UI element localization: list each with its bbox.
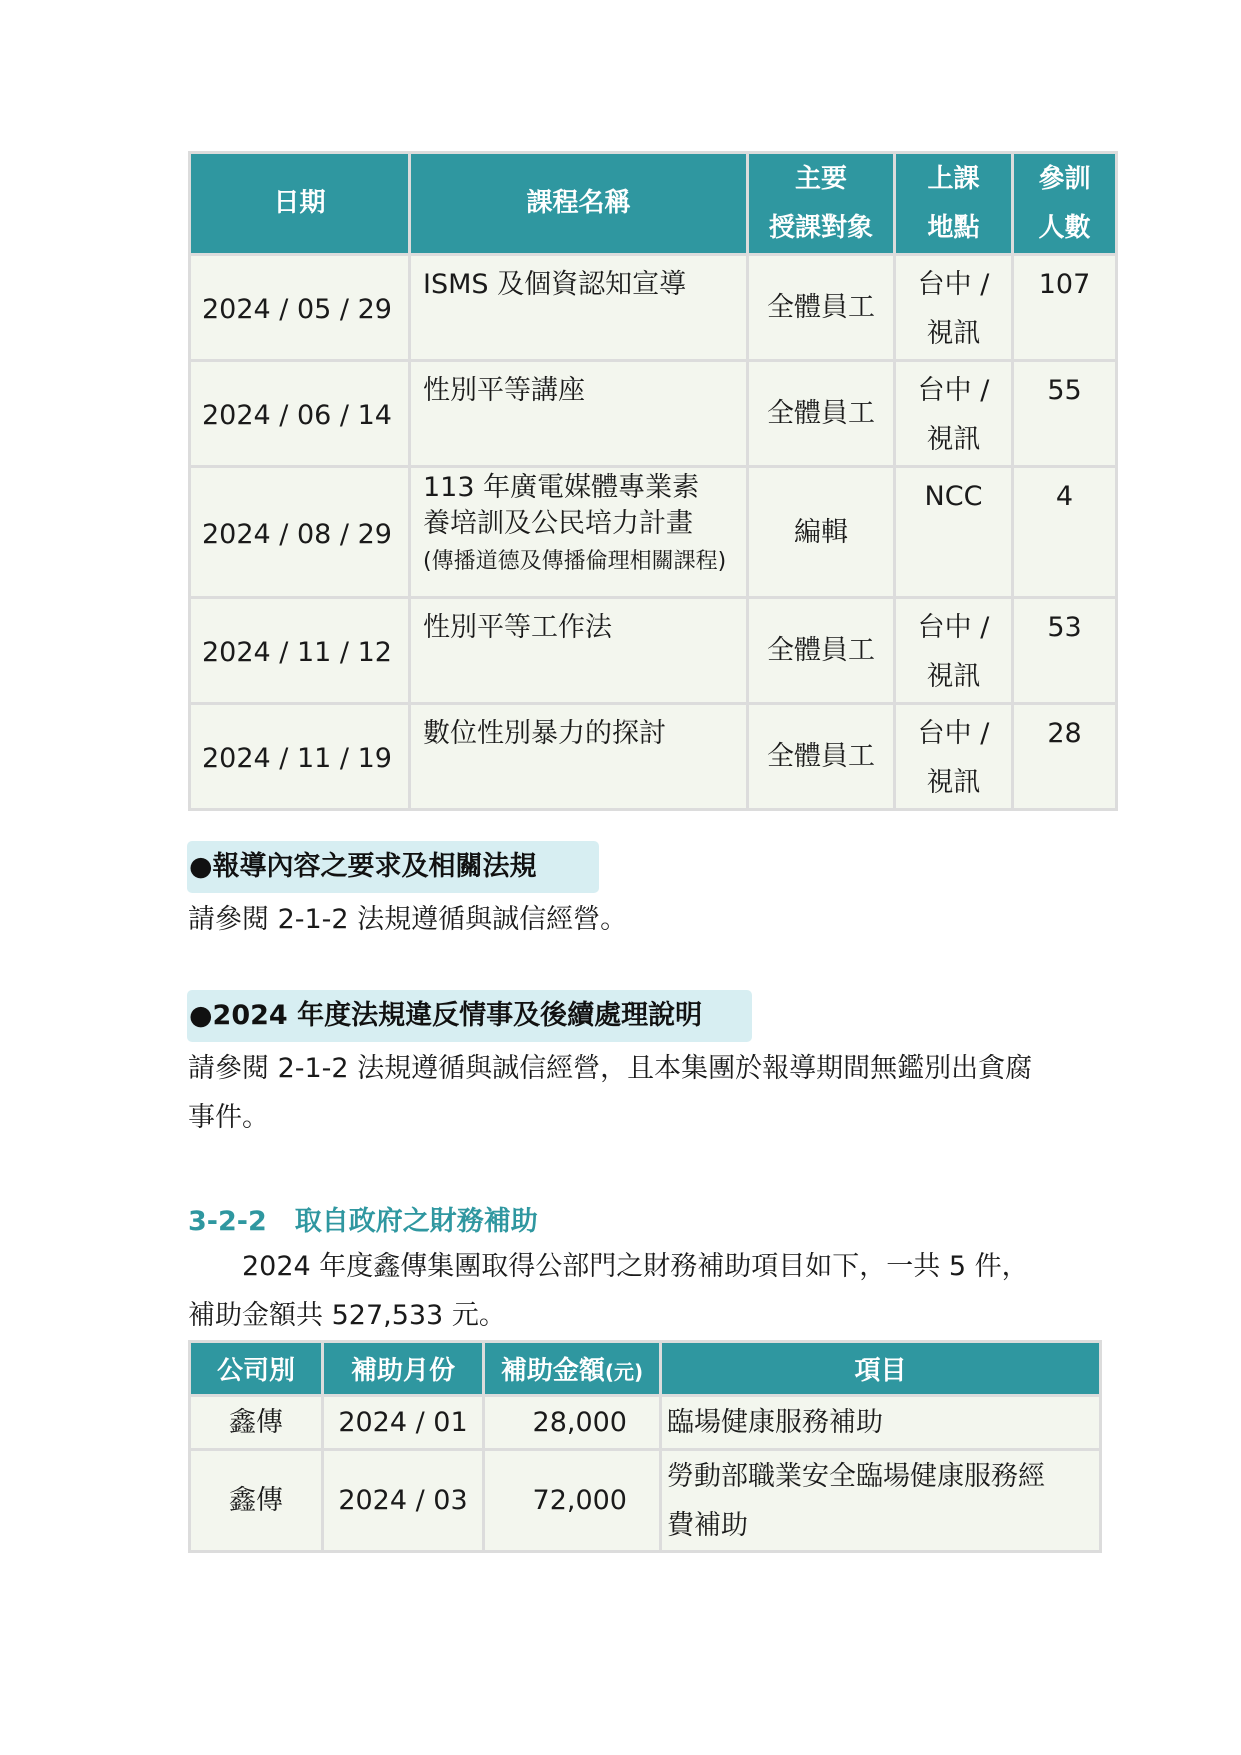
cell-audience: 全體員工 (748, 361, 895, 467)
table-row (190, 255, 1117, 361)
header-course: 課程名稱 (410, 153, 748, 255)
section-number: 3-2-2 (188, 1206, 267, 1237)
report-requirements-heading: ●報導內容之要求及相關法規 (187, 841, 599, 893)
subsidy-intro-line2: 補助金額共 527,533 元。 (188, 1300, 506, 1331)
cell-date: 2024 / 08 / 29 (190, 467, 410, 598)
cell-amount: 28,000 (484, 1396, 661, 1450)
cell-count: 55 (1013, 361, 1117, 467)
header-audience: 主要 授課對象 (748, 153, 895, 255)
cell-location: NCC (895, 467, 1013, 598)
subsidy-intro-line1: 2024 年度鑫傳集團取得公部門之財務補助項目如下，一共 5 件， (242, 1251, 1029, 1282)
cell-count: 28 (1013, 704, 1117, 810)
cell-count: 53 (1013, 598, 1117, 704)
cell-amount: 72,000 (484, 1450, 661, 1552)
header-month: 補助月份 (323, 1342, 484, 1396)
cell-course: ISMS 及個資認知宣導 (410, 255, 748, 361)
subsidy-header-row (190, 1342, 1101, 1396)
table-row (190, 1450, 1101, 1552)
cell-audience: 全體員工 (748, 598, 895, 704)
header-location: 上課 地點 (895, 153, 1013, 255)
report-requirements-body: 請參閱 2-1-2 法規遵循與誠信經營。 (188, 904, 628, 935)
table-row (190, 1396, 1101, 1450)
table-row (190, 704, 1117, 810)
cell-count: 4 (1013, 467, 1117, 598)
table-row (190, 467, 1117, 598)
table-row (190, 361, 1117, 467)
violations-heading: ●2024 年度法規違反情事及後續處理說明 (187, 990, 752, 1042)
subsidy-table (188, 1340, 1102, 1553)
header-item: 項目 (661, 1342, 1101, 1396)
header-date: 日期 (190, 153, 410, 255)
cell-course: 數位性別暴力的探討 (410, 704, 748, 810)
training-header-row (190, 153, 1117, 255)
cell-date: 2024 / 11 / 19 (190, 704, 410, 810)
cell-audience: 全體員工 (748, 255, 895, 361)
cell-item: 勞動部職業安全臨場健康服務經 費補助 (661, 1450, 1101, 1552)
cell-count: 107 (1013, 255, 1117, 361)
course-note: (傳播道德及傳播倫理相關課程) (423, 549, 727, 574)
header-amount: 補助金額(元) (484, 1342, 661, 1396)
header-company: 公司別 (190, 1342, 323, 1396)
cell-location: 台中 / 視訊 (895, 361, 1013, 467)
table-row (190, 598, 1117, 704)
cell-date: 2024 / 11 / 12 (190, 598, 410, 704)
cell-company: 鑫傳 (190, 1396, 323, 1450)
cell-location: 台中 / 視訊 (895, 598, 1013, 704)
cell-audience: 全體員工 (748, 704, 895, 810)
section-title (188, 1199, 538, 1238)
cell-audience: 編輯 (748, 467, 895, 598)
cell-course: 113 年廣電媒體專業素 養培訓及公民培力計畫 (傳播道德及傳播倫理相關課程) (410, 467, 748, 598)
cell-date: 2024 / 06 / 14 (190, 361, 410, 467)
cell-month: 2024 / 01 (323, 1396, 484, 1450)
cell-location: 台中 / 視訊 (895, 704, 1013, 810)
cell-course: 性別平等工作法 (410, 598, 748, 704)
violations-body-line2: 事件。 (188, 1102, 269, 1133)
violations-body-line1: 請參閱 2-1-2 法規遵循與誠信經營，且本集團於報導期間無鑑別出貪腐 (188, 1053, 1033, 1084)
cell-item: 臨場健康服務補助 (661, 1396, 1101, 1450)
training-table (188, 151, 1118, 811)
header-count: 參訓 人數 (1013, 153, 1117, 255)
cell-course: 性別平等講座 (410, 361, 748, 467)
cell-location: 台中 / 視訊 (895, 255, 1013, 361)
section-title-text: 取自政府之財務補助 (294, 1206, 538, 1237)
cell-month: 2024 / 03 (323, 1450, 484, 1552)
cell-date: 2024 / 05 / 29 (190, 255, 410, 361)
cell-company: 鑫傳 (190, 1450, 323, 1552)
